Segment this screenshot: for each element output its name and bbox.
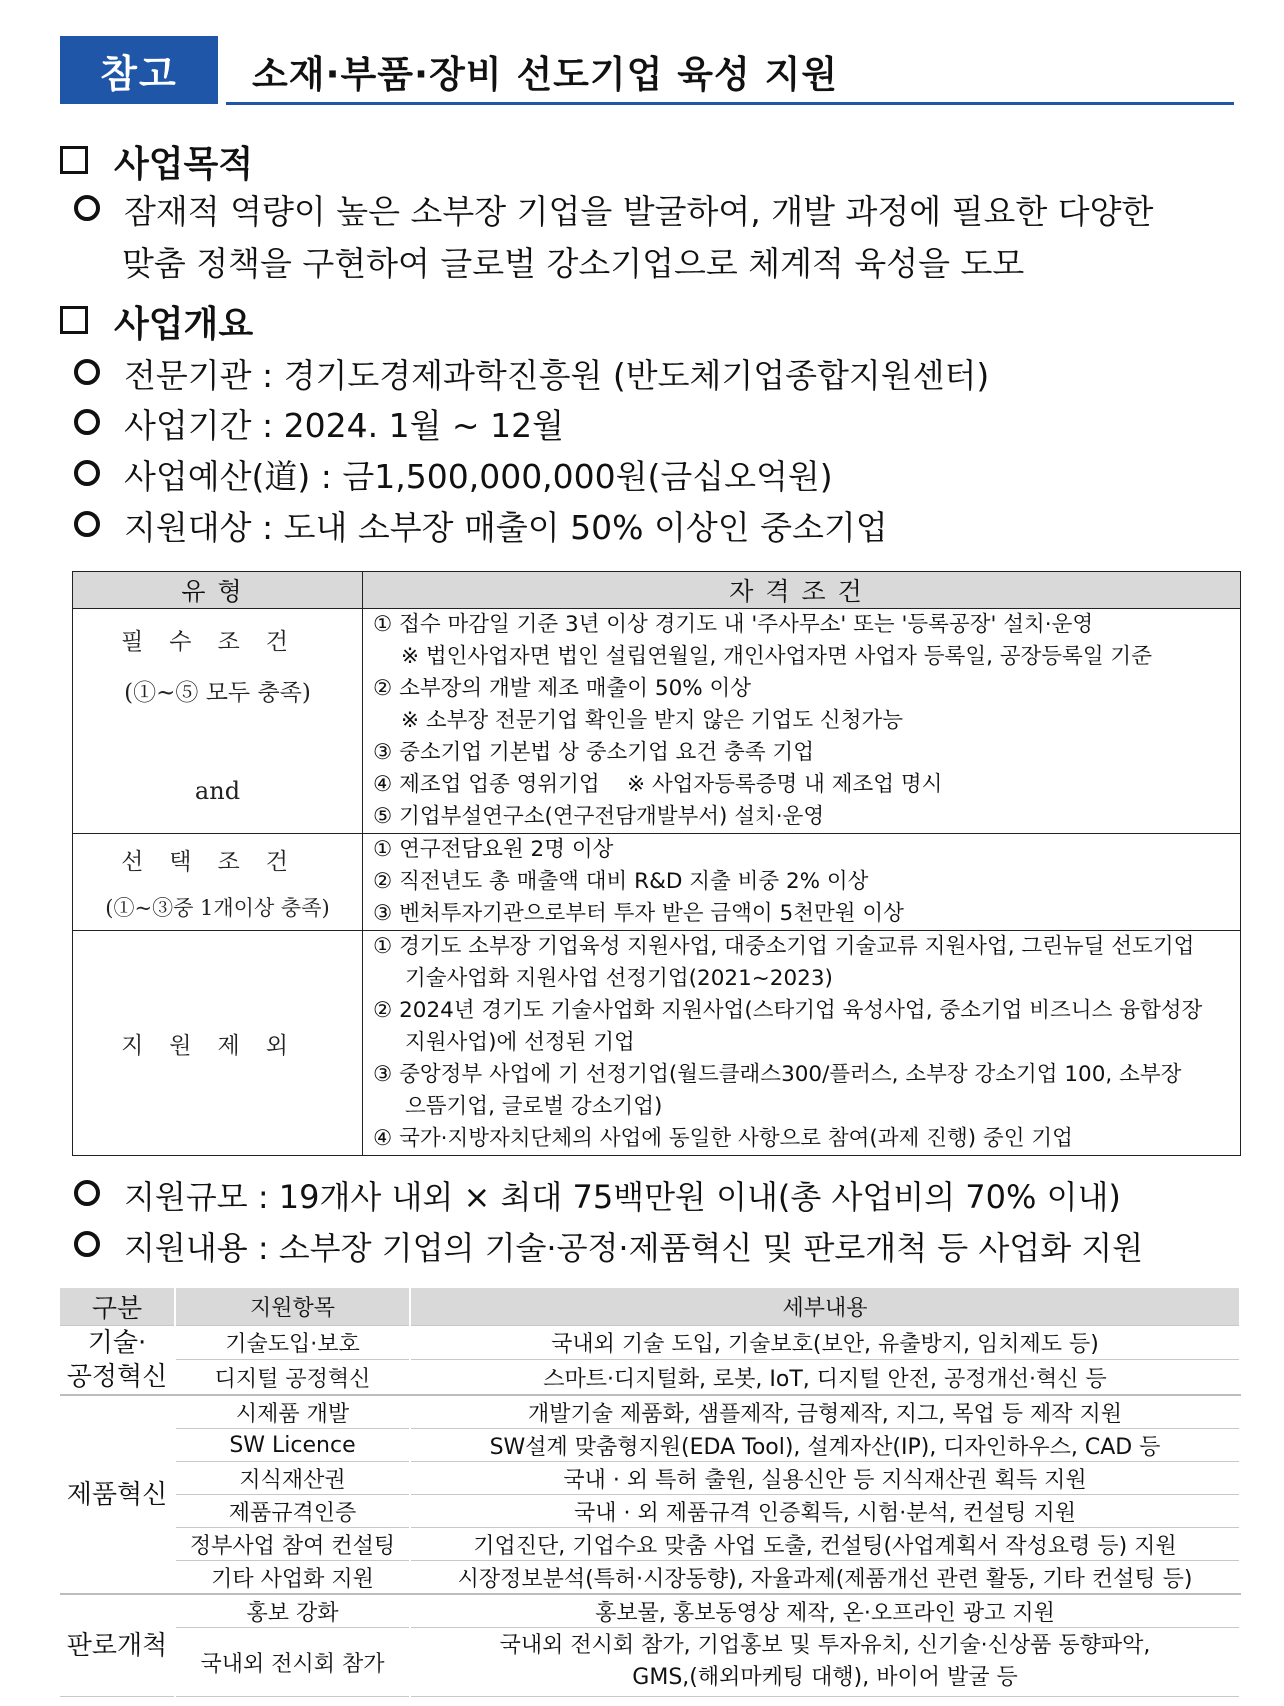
table-header-row <box>60 1288 1240 1326</box>
condition-line: ③ 벤처투자기관으로부터 투자 받은 금액이 5천만원 이상 <box>373 901 904 926</box>
required-label-cell <box>73 609 363 834</box>
and-label: and <box>194 777 241 805</box>
purpose-item <box>74 192 1153 232</box>
support-detail: 시장정보분석(특허·시장동향), 자율과제(제품개선 관련 활동, 기타 컨설팅 등) <box>410 1561 1240 1595</box>
table-row <box>73 931 1241 1156</box>
overview-item <box>74 356 989 396</box>
support-detail: 국내 · 외 제품규격 인증획득, 시험·분석, 컨설팅 지원 <box>410 1495 1240 1528</box>
section-purpose <box>60 136 253 187</box>
optional-conditions <box>363 834 1241 931</box>
circle-bullet-icon <box>74 1180 100 1206</box>
condition-line: ③ 중소기업 기본법 상 중소기업 요건 충족 기업 <box>373 740 814 765</box>
reference-badge: 참고 <box>60 36 218 104</box>
support-item: 홍보 강화 <box>175 1594 410 1628</box>
support-item: 디지털 공정혁신 <box>175 1360 410 1395</box>
condition-line: ① 접수 마감일 기준 3년 이상 경기도 내 '주사무소' 또는 '등록공장' 설치·운영 <box>373 612 1094 637</box>
table-row <box>73 834 1241 931</box>
overview-text: 사업기간 : 2024. 1월 ~ 12월 <box>124 406 564 445</box>
category-label: 공정혁신 <box>66 1362 168 1392</box>
circle-bullet-icon <box>74 511 100 537</box>
section-overview <box>60 296 253 347</box>
eligibility-table <box>72 571 1241 1156</box>
support-detail: SW설계 맞춤형지원(EDA Tool), 설계자산(IP), 디자인하우스, CAD 등 <box>410 1429 1240 1462</box>
square-bullet-icon <box>60 146 88 174</box>
support-item: 기타 사업화 지원 <box>175 1561 410 1595</box>
table-row <box>60 1561 1240 1595</box>
table-header-row <box>73 572 1241 609</box>
header-condition: 자격조건 <box>363 572 1241 609</box>
support-detail: 국내외 전시회 참가, 기업홍보 및 투자유치, 신기술·신상품 동향파악, <box>499 1633 1151 1658</box>
table-row <box>60 1628 1240 1697</box>
table-row <box>60 1429 1240 1462</box>
category-cell <box>60 1326 175 1396</box>
table-row <box>60 1326 1240 1360</box>
optional-label: 선택조건 <box>121 848 314 875</box>
support-item: 국내외 전시회 참가 <box>175 1628 410 1697</box>
header-type: 유형 <box>73 572 363 609</box>
table-row <box>60 1395 1240 1429</box>
support-item: SW Licence <box>175 1429 410 1462</box>
condition-note: ※ 법인사업자면 법인 설립연월일, 개인사업자면 사업자 등록일, 공장등록일 기준 <box>401 644 1152 669</box>
condition-line: ④ 제조업 업종 영위기업 ※ 사업자등록증명 내 제조업 명시 <box>373 772 943 797</box>
condition-line: ② 2024년 경기도 기술사업화 지원사업(스타기업 육성사업, 중소기업 비즈니스 융합성장 <box>373 998 1203 1023</box>
support-detail: 스마트·디지털화, 로봇, IoT, 디지털 안전, 공정개선·혁신 등 <box>410 1360 1240 1395</box>
overview-text: 전문기관 : 경기도경제과학진흥원 (반도체기업종합지원센터) <box>124 356 990 395</box>
purpose-text: 잠재적 역량이 높은 소부장 기업을 발굴하여, 개발 과정에 필요한 다양한 <box>124 192 1154 231</box>
optional-label-cell <box>73 834 363 931</box>
circle-bullet-icon <box>74 359 100 385</box>
page-title: 소재·부품·장비 선도기업 육성 지원 <box>252 53 839 96</box>
optional-sub: (①~③중 1개이상 충족) <box>105 895 330 920</box>
header-category: 구분 <box>60 1288 175 1326</box>
category-cell: 판로개척 <box>60 1594 175 1697</box>
support-detail: 국내외 기술 도입, 기술보호(보안, 유출방지, 임치제도 등) <box>410 1326 1240 1360</box>
content-text: 지원내용 : 소부장 기업의 기술·공정·제품혁신 및 판로개척 등 사업화 지원 <box>124 1229 1144 1267</box>
circle-bullet-icon <box>74 195 100 221</box>
title-underline <box>226 102 1234 105</box>
condition-note: ※ 소부장 전문기업 확인을 받지 않은 기업도 신청가능 <box>401 708 904 733</box>
overview-item <box>74 406 564 446</box>
required-label: 필수조건 <box>121 629 314 655</box>
table-row <box>73 609 1241 834</box>
overview-item <box>74 508 888 548</box>
page-header <box>60 36 1234 106</box>
condition-line: ③ 중앙정부 사업에 기 선정기업(월드클래스300/플러스, 소부장 강소기업 100, 소부장 <box>373 1062 1182 1087</box>
overview-text: 사업예산(道) : 금1,500,000,000원(금십오억원) <box>124 457 833 496</box>
table-row <box>60 1528 1240 1561</box>
circle-bullet-icon <box>74 1231 100 1257</box>
support-item: 지식재산권 <box>175 1462 410 1495</box>
support-item: 시제품 개발 <box>175 1395 410 1429</box>
category-cell: 제품혁신 <box>60 1395 175 1594</box>
support-table <box>60 1288 1241 1697</box>
condition-line-cont: 기술사업화 지원사업 선정기업(2021~2023) <box>405 966 833 991</box>
section-heading: 사업목적 <box>114 144 254 185</box>
support-item: 기술도입·보호 <box>175 1326 410 1360</box>
support-item: 제품규격인증 <box>175 1495 410 1528</box>
table-row <box>60 1462 1240 1495</box>
overview-text: 지원대상 : 도내 소부장 매출이 50% 이상인 중소기업 <box>124 508 888 547</box>
scale-item <box>74 1177 1121 1217</box>
condition-line: ④ 국가·지방자치단체의 사업에 동일한 사항으로 참여(과제 진행) 중인 기업 <box>373 1126 1073 1151</box>
support-item: 정부사업 참여 컨설팅 <box>175 1528 410 1561</box>
category-label: 기술· <box>87 1328 147 1358</box>
required-conditions <box>363 609 1241 834</box>
required-sub: (①~⑤ 모두 충족) <box>124 680 311 706</box>
support-detail: GMS,(해외마케팅 대행), 바이어 발굴 등 <box>632 1665 1018 1690</box>
header-detail: 세부내용 <box>410 1288 1240 1326</box>
overview-item <box>74 457 833 497</box>
purpose-text-cont: 맞춤 정책을 구현하여 글로벌 강소기업으로 체계적 육성을 도모 <box>122 244 1025 283</box>
condition-line-cont: 지원사업)에 선정된 기업 <box>405 1030 635 1055</box>
support-detail: 기업진단, 기업수요 맞춤 사업 도출, 컨설팅(사업계획서 작성요령 등) 지원 <box>410 1528 1240 1561</box>
section-heading: 사업개요 <box>114 304 254 345</box>
excluded-label: 지원제외 <box>121 1032 314 1059</box>
scale-text: 지원규모 : 19개사 내외 × 최대 75백만원 이내(총 사업비의 70% 이내) <box>124 1178 1121 1216</box>
support-detail: 홍보물, 홍보동영상 제작, 온·오프라인 광고 지원 <box>410 1594 1240 1628</box>
condition-line: ⑤ 기업부설연구소(연구전담개발부서) 설치·운영 <box>373 804 825 829</box>
table-row <box>60 1594 1240 1628</box>
support-detail: 개발기술 제품화, 샘플제작, 금형제작, 지그, 목업 등 제작 지원 <box>410 1395 1240 1429</box>
circle-bullet-icon <box>74 409 100 435</box>
circle-bullet-icon <box>74 460 100 486</box>
content-item <box>74 1228 1143 1268</box>
excluded-conditions <box>363 931 1241 1156</box>
header-item: 지원항목 <box>175 1288 410 1326</box>
condition-line: ② 소부장의 개발 제조 매출이 50% 이상 <box>373 676 752 701</box>
excluded-label-cell <box>73 931 363 1156</box>
table-row <box>60 1360 1240 1395</box>
table-row <box>60 1495 1240 1528</box>
condition-line-cont: 으뜸기업, 글로벌 강소기업) <box>405 1094 663 1119</box>
square-bullet-icon <box>60 306 88 334</box>
condition-line: ② 직전년도 총 매출액 대비 R&D 지출 비중 2% 이상 <box>373 869 869 894</box>
condition-line: ① 경기도 소부장 기업육성 지원사업, 대중소기업 기술교류 지원사업, 그린뉴딜 선도기업 <box>373 934 1195 959</box>
support-detail-cell <box>410 1628 1240 1697</box>
support-detail: 국내 · 외 특허 출원, 실용신안 등 지식재산권 획득 지원 <box>410 1462 1240 1495</box>
condition-line: ① 연구전담요원 2명 이상 <box>373 837 614 862</box>
